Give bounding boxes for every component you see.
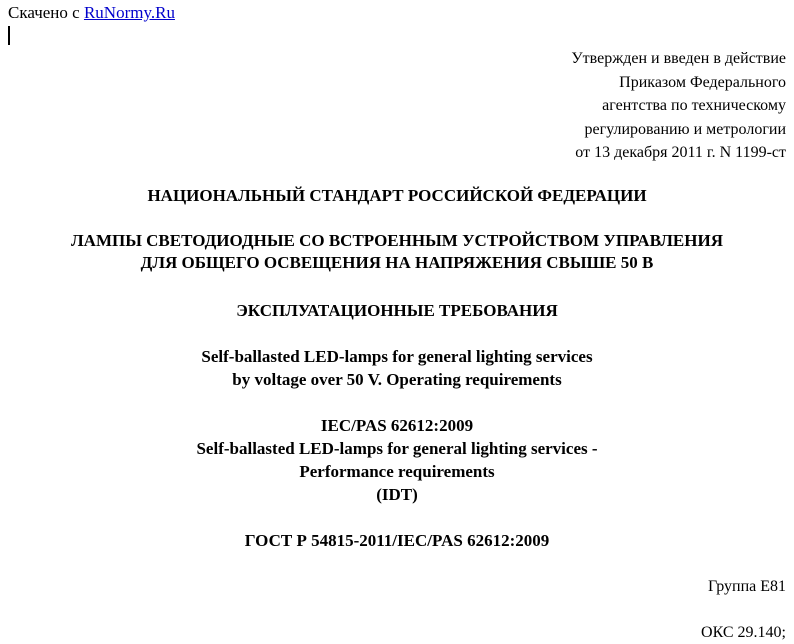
english-title-line: Self-ballasted LED-lamps for general lighting services bbox=[201, 347, 593, 366]
gost-designation-text: ГОСТ Р 54815-2011/IEC/PAS 62612:2009 bbox=[244, 531, 550, 550]
national-standard-text: НАЦИОНАЛЬНЫЙ СТАНДАРТ РОССИЙСКОЙ ФЕДЕРАЦИИ bbox=[147, 186, 647, 205]
russian-title-line: ЛАМПЫ СВЕТОДИОДНЫЕ СО ВСТРОЕННЫМ УСТРОЙСТВОМ УПРАВЛЕНИЯ bbox=[71, 231, 723, 250]
national-standard-heading bbox=[0, 184, 794, 207]
iec-reference-line: Performance requirements bbox=[299, 462, 495, 481]
group-code: Группа Е81 bbox=[707, 578, 786, 595]
approval-line: от 13 декабря 2011 г. N 1199-ст bbox=[575, 144, 786, 161]
approval-line: агентства по техническому bbox=[602, 97, 786, 114]
source-line bbox=[8, 2, 175, 24]
iec-reference bbox=[0, 414, 794, 506]
russian-title-line: ДЛЯ ОБЩЕГО ОСВЕЩЕНИЯ НА НАПРЯЖЕНИЯ СВЫШЕ 50 В bbox=[140, 253, 654, 272]
approval-block bbox=[466, 47, 786, 165]
runormy-link[interactable]: RuNormy.Ru bbox=[83, 3, 175, 22]
oks-code: ОКС 29.140; bbox=[701, 624, 786, 641]
gost-designation bbox=[0, 529, 794, 552]
iec-reference-line: Self-ballasted LED-lamps for general lighting services - bbox=[196, 439, 598, 458]
english-title bbox=[0, 345, 794, 391]
russian-subtitle-text: ЭКСПЛУАТАЦИОННЫЕ ТРЕБОВАНИЯ bbox=[236, 301, 558, 320]
approval-line: Приказом Федерального bbox=[619, 73, 786, 91]
approval-line: Утвержден и введен в действие bbox=[571, 50, 786, 67]
source-prefix: Скачено с bbox=[8, 3, 84, 22]
iec-reference-line: IEC/PAS 62612:2009 bbox=[320, 416, 474, 435]
approval-line: регулированию и метрологии bbox=[584, 120, 786, 138]
iec-reference-line: (IDT) bbox=[376, 485, 418, 504]
text-cursor bbox=[8, 26, 10, 45]
russian-subtitle bbox=[0, 299, 794, 322]
russian-title bbox=[0, 230, 794, 274]
english-title-line: by voltage over 50 V. Operating requirements bbox=[232, 370, 562, 389]
